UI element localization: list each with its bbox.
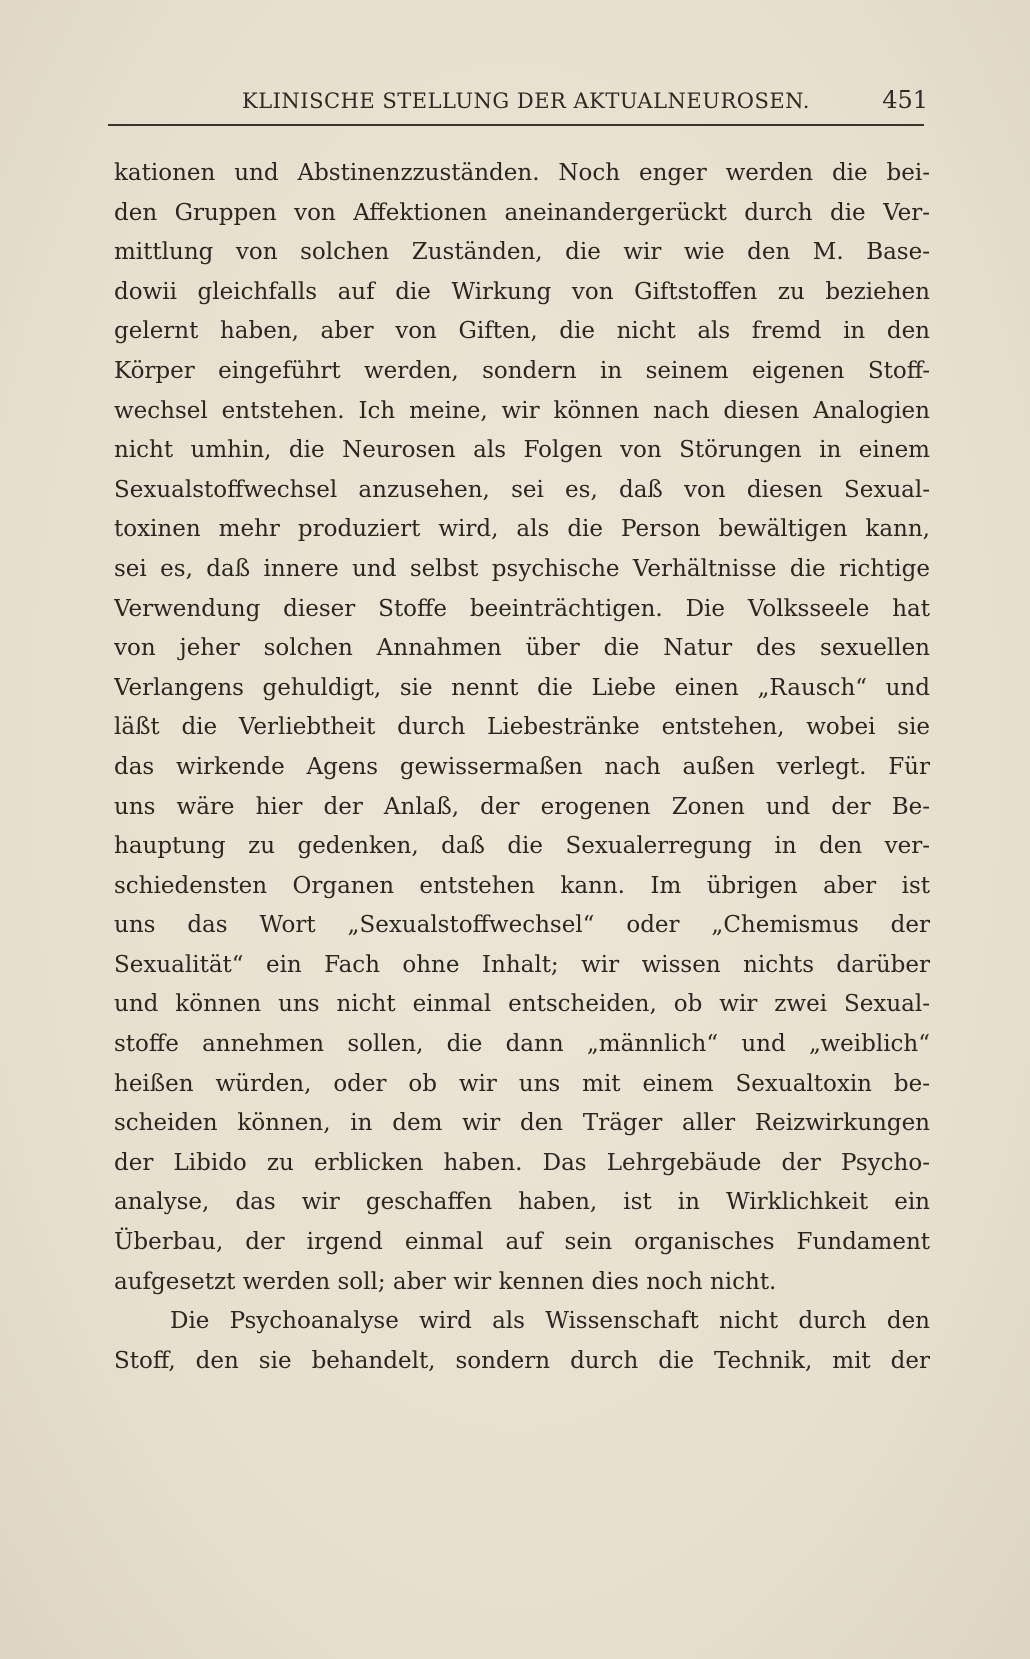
text-line: toxinen mehr produziert wird, als die Person bewältigen kann, [114, 516, 930, 543]
running-head: KLINISCHE STELLUNG DER AKTUALNEUROSEN. [242, 89, 810, 113]
text-line: Die Psychoanalyse wird als Wissenschaft nicht durch den [170, 1308, 930, 1335]
text-line: analyse, das wir geschaffen haben, ist in Wirklichkeit ein [114, 1189, 930, 1216]
text-line: Verlangens gehuldigt, sie nennt die Liebe einen „Rausch“ und [114, 674, 930, 701]
text-line: läßt die Verliebtheit durch Liebestränke entstehen, wobei sie [114, 714, 930, 741]
text-line: Sexualität“ ein Fach ohne Inhalt; wir wissen nichts darüber [114, 951, 930, 978]
text-line: nicht umhin, die Neurosen als Folgen von Störungen in einem [114, 437, 930, 464]
text-line: heißen würden, oder ob wir uns mit einem Sexualtoxin be- [114, 1070, 930, 1097]
text-line: dowii gleichfalls auf die Wirkung von Giftstoffen zu beziehen [114, 278, 930, 305]
text-line: und können uns nicht einmal entscheiden, ob wir zwei Sexual- [114, 991, 930, 1018]
text-line: gelernt haben, aber von Giften, die nicht als fremd in den [114, 318, 930, 345]
page-header [116, 86, 928, 122]
text-line: der Libido zu erblicken haben. Das Lehrgebäude der Psycho- [114, 1149, 930, 1176]
body-text [114, 154, 930, 1381]
page-number: 451 [882, 86, 928, 114]
text-line: kationen und Abstinenzzuständen. Noch enger werden die bei- [114, 160, 930, 186]
text-line: wechsel entstehen. Ich meine, wir können nach diesen Analogien [114, 397, 930, 424]
text-line: Überbau, der irgend einmal auf sein organisches Fundament [114, 1229, 930, 1256]
text-line: stoffe annehmen sollen, die dann „männlich“ und „weiblich“ [114, 1031, 930, 1058]
text-line: hauptung zu gedenken, daß die Sexualerregung in den ver- [114, 833, 930, 860]
text-line: von jeher solchen Annahmen über die Natur des sexuellen [114, 635, 930, 662]
text-line: Körper eingeführt werden, sondern in seinem eigenen Stoff- [114, 357, 930, 384]
text-line: uns wäre hier der Anlaß, der erogenen Zonen und der Be- [114, 793, 930, 820]
header-rule [108, 124, 924, 126]
text-line: Stoff, den sie behandelt, sondern durch die Technik, mit der [114, 1347, 930, 1374]
text-line: den Gruppen von Affektionen aneinandergerückt durch die Ver- [114, 199, 930, 226]
text-line: sei es, daß innere und selbst psychische Verhältnisse die richtige [114, 555, 930, 582]
text-line: mittlung von solchen Zuständen, die wir wie den M. Base- [114, 239, 930, 266]
text-line: Verwendung dieser Stoffe beeinträchtigen. Die Volksseele hat [114, 595, 930, 622]
text-line: Sexualstoffwechsel anzusehen, sei es, daß von diesen Sexual- [114, 476, 930, 503]
text-line: scheiden können, in dem wir den Träger aller Reizwirkungen [114, 1110, 930, 1137]
text-line: schiedensten Organen entstehen kann. Im übrigen aber ist [114, 872, 930, 899]
text-line: das wirkende Agens gewissermaßen nach außen verlegt. Für [114, 753, 930, 780]
text-line: aufgesetzt werden soll; aber wir kennen dies noch nicht. [114, 1268, 777, 1295]
text-line: uns das Wort „Sexualstoffwechsel“ oder „Chemismus der [114, 912, 930, 939]
